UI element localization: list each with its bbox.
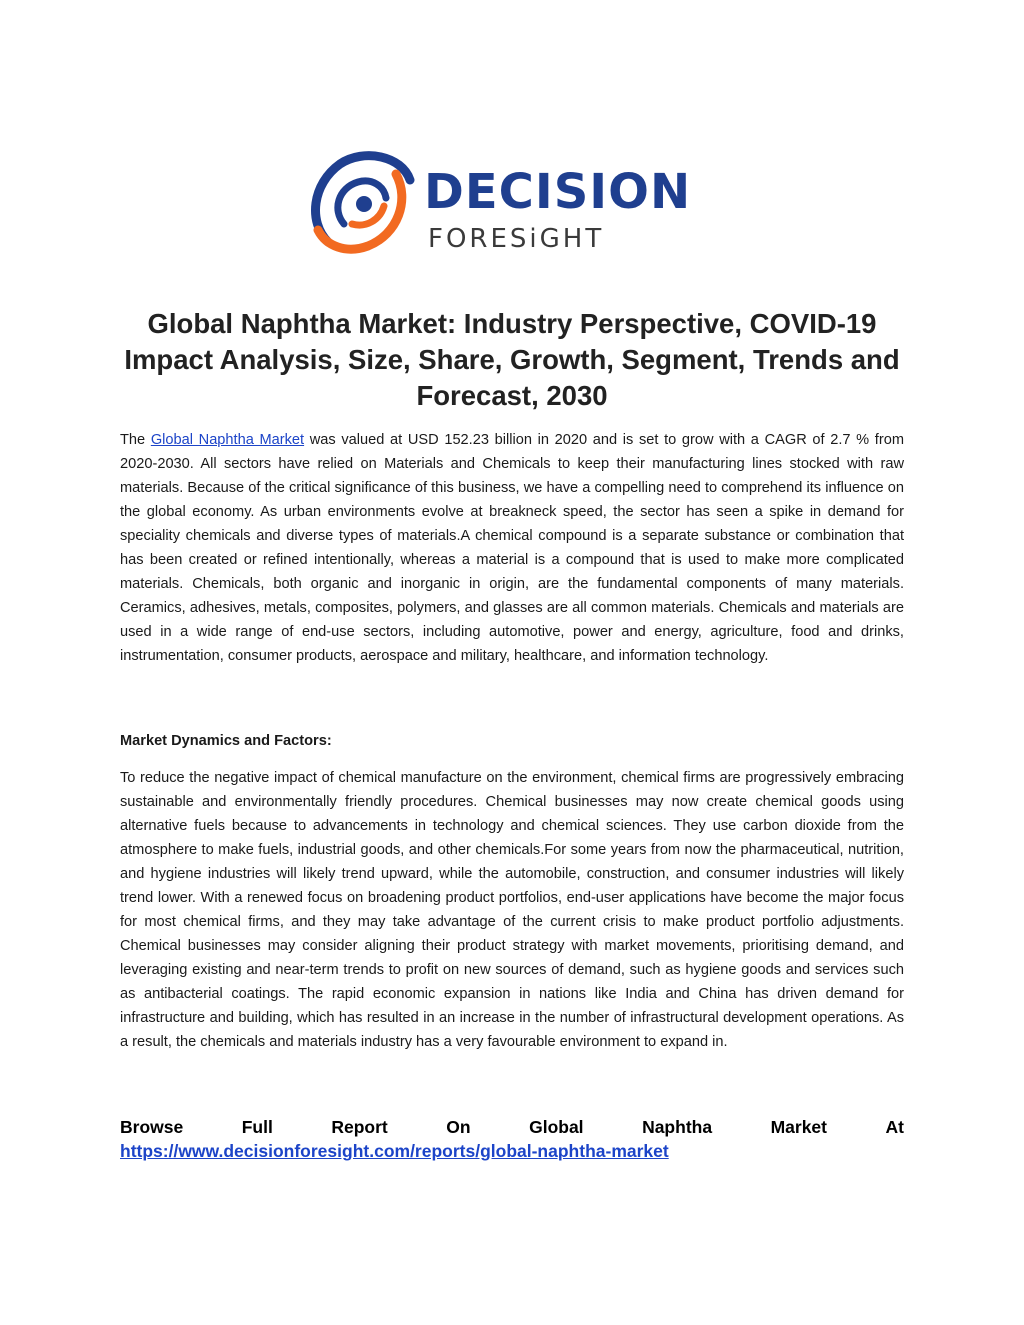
browse-word: On <box>446 1117 471 1137</box>
browse-word: Browse <box>120 1117 184 1137</box>
page-title: Global Naphtha Market: Industry Perspective, COVID-19 Impact Analysis, Size, Share, Growth, Segment, Trends and Forecast, 2030 <box>124 308 900 411</box>
logo-emblem-icon <box>306 150 418 262</box>
browse-word: Report <box>331 1117 388 1137</box>
company-logo <box>306 150 720 262</box>
intro-lead: The <box>120 432 151 448</box>
browse-word: At <box>885 1117 904 1137</box>
browse-word: Naphtha <box>642 1117 713 1137</box>
section-paragraph: To reduce the negative impact of chemical manufacture on the environment, chemical firms are progressively embracing sustainable and environmentally friendly procedures. Chemical businesses may now create chemical goods using alternative fuels because to advancements in technology and chemical sciences. They use carbon dioxide from the atmosphere to make fuels, industrial goods, and other chemicals.For some years from now the pharmaceutical, nutrition, and hygiene industries will likely trend upward, while the automobile, construction, and consumer industries will likely trend lower. With a renewed focus on broadening product portfolios, end-user applications have become the major focus for most chemical firms, and they may take advantage of the current crisis to make product portfolio adjustments. Chemical businesses may consider aligning their product strategy with market movements, prioritising demand, and leveraging existing and near-term trends to profit on new sources of demand, such as hygiene goods and services such as antibacterial coatings. The rapid economic expansion in nations like India and China has driven demand for infrastructure and building, which has resulted in an increase in the number of infrastructural development operations. As a result, the chemicals and materials industry has a very favourable environment to expand in. <box>120 770 904 1050</box>
global-naphtha-market-link[interactable]: Global Naphtha Market <box>150 432 305 448</box>
browse-words-row <box>120 1115 904 1139</box>
section-heading: Market Dynamics and Factors: <box>120 733 332 749</box>
logo-brand-sub: FORESiGHT <box>428 224 605 254</box>
intro-body: was valued at USD 152.23 billion in 2020 and is set to grow with a CAGR of 2.7 % from 2020-2030. All sectors have relied on Materials and Chemicals to keep their manufacturing lines stocked with raw materials. Because of the critical significance of this business, we have a compelling need to comprehend its influence on the global economy. As urban environments evolve at breakneck speed, the sector has seen a spike in demand for speciality chemicals and diverse types of materials.A chemical compound is a separate substance or combination that has been created or refined intentionally, whereas a material is a compound that is used to make more complicated materials. Chemicals, both organic and inorganic in origin, are the fundamental components of many materials. Ceramics, adhesives, metals, composites, polymers, and glasses are all common materials. Chemicals and materials are used in a wide range of end-use sectors, including automotive, power and energy, agriculture, food and drinks, instrumentation, consumer products, aerospace and military, healthcare, and information technology. <box>120 432 904 664</box>
browse-word: Global <box>529 1117 584 1137</box>
browse-report-block <box>120 1115 904 1163</box>
intro-paragraph <box>120 428 904 668</box>
browse-word: Full <box>241 1117 273 1137</box>
report-url-link[interactable]: https://www.decisionforesight.com/reports/global-naphtha-market <box>120 1141 669 1161</box>
logo-brand-word: DECISION <box>424 164 692 220</box>
browse-word: Market <box>770 1117 827 1137</box>
